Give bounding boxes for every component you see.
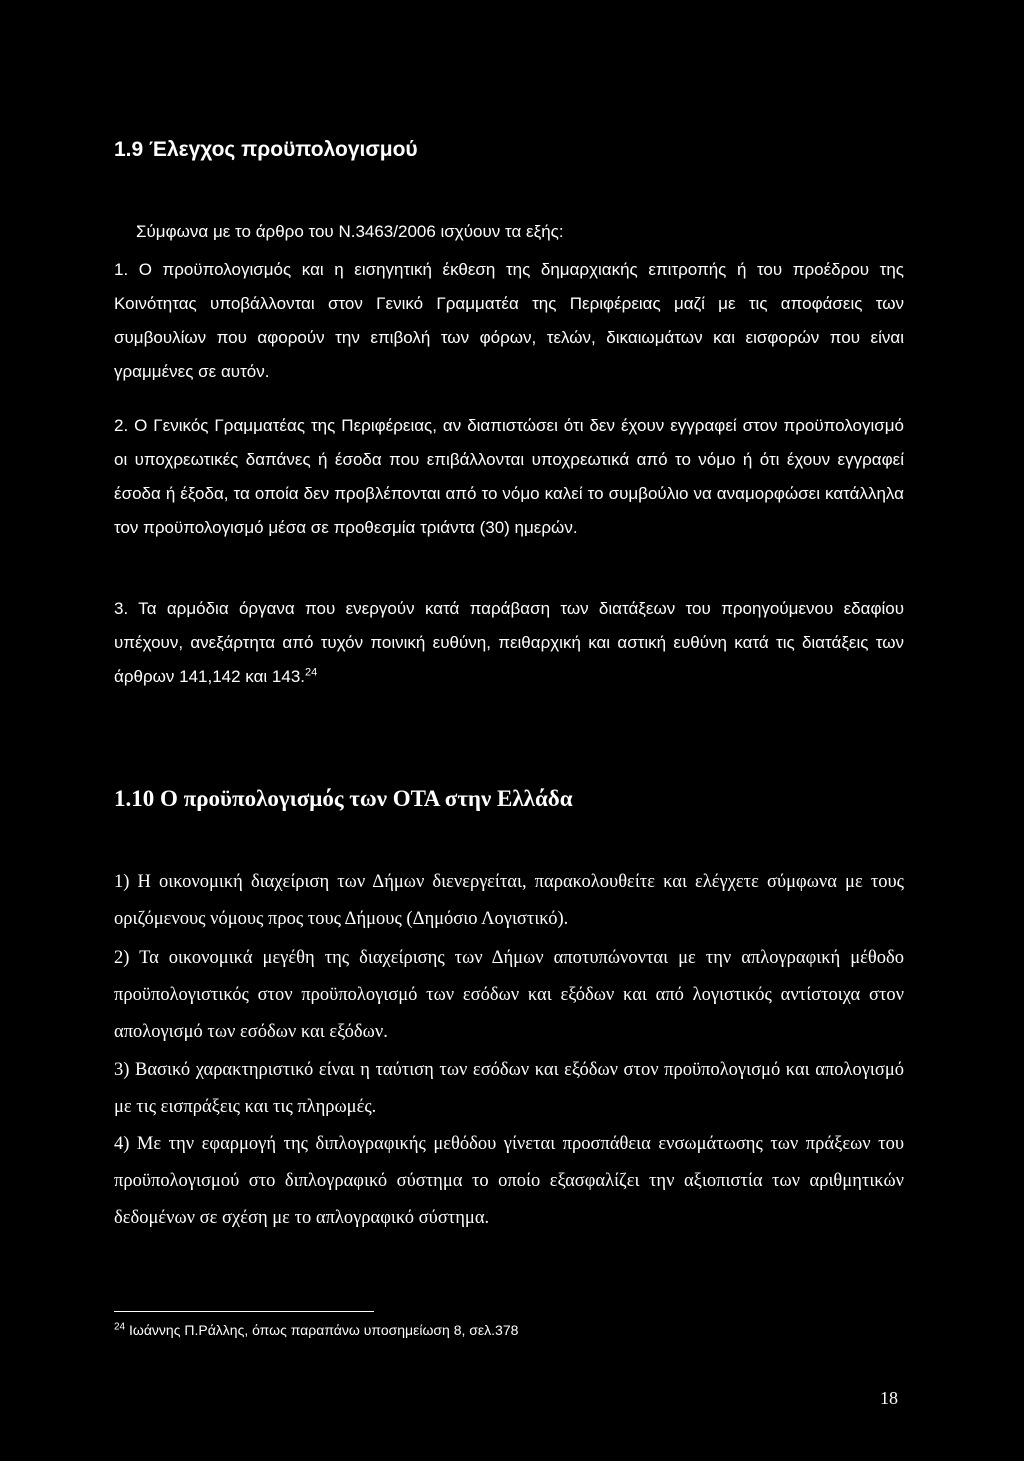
list-item-1: 1) Η οικονομική διαχείριση των Δήμων διενεργείται, παρακολουθείτε και ελέγχετε σύμφωνα με τους οριζόμενους νόμους προς τους Δήμους (Δημόσιο Λογιστικό). [114,872,904,929]
list-item-3: 3) Βασικό χαρακτηριστικό είναι η ταύτιση των εσόδων και εξόδων στον προϋπολογισμό και απολογισμό με τις εισπράξεις και τις πληρωμές. [114,1060,904,1117]
list-item-4: 4) Με την εφαρμογή της διπλογραφικής μεθόδου γίνεται προσπάθεια ενσωμάτωσης των πράξεων του προϋπολογισμού στο διπλογραφικό σύστημα το οποίο εξασφαλίζει την αξιοπιστία των αριθμητικών δεδομένων σε σχέση με το απλογραφικό σύστημα. [114,1134,904,1228]
footnote [114,1322,518,1338]
section-heading-1-10: 1.10 Ο προϋπολογισμός των ΟΤΑ στην Ελλάδα [114,786,573,811]
footnote-text: Ιωάννης Π.Ράλλης, όπως παραπάνω υποσημείωση 8, σελ.378 [129,1322,519,1338]
section-heading-1-9: 1.9 Έλεγχος προϋπολογισμού [114,138,418,161]
paragraph-2: 2. Ο Γενικός Γραμματέας της Περιφέρειας, αν διαπιστώσει ότι δεν έχουν εγγραφεί στον προϋπολογισμό οι υποχρεωτικές δαπάνες ή έσοδα που επιβάλλονται υποχρεωτικά από το νόμο ή ότι έχουν εγγραφεί έσοδα ή έξοδα, τα οποία δεν προβλέπονται από το νόμο καλεί το συμβούλιο να αναμορφώσει κατάλληλα τον προϋπολογισμό μέσα σε προθεσμία τριάντα (30) ημερών. [114,416,904,537]
page-number: 18 [880,1388,898,1408]
footnote-number: 24 [114,1321,126,1333]
intro-text: Σύμφωνα με το άρθρο του Ν.3463/2006 ισχύουν τα εξής: [136,222,564,241]
footnote-reference: 24 [305,666,318,679]
paragraph-1: 1. Ο προϋπολογισμός και η εισηγητική έκθεση της δημαρχιακής επιτροπής ή του προέδρου της Κοινότητας υποβάλλονται στον Γενικό Γραμματέα της Περιφέρειας μαζί με τις αποφάσεις των συμβουλίων που αφορούν την επιβολή των φόρων, τελών, δικαιωμάτων και εισφορών που είναι γραμμένες σε αυτόν. [114,260,904,381]
list-item-2: 2) Τα οικονομικά μεγέθη της διαχείρισης των Δήμων αποτυπώνονται με την απλογραφική μέθοδο προϋπολογιστικός στον προϋπολογισμό των εσόδων και εξόδων και από λογιστικός αντίστοιχα στον απολογισμό των εσόδων και εξόδων. [114,948,904,1042]
footnote-divider [114,1311,374,1312]
paragraph-3 [114,592,904,694]
paragraph-3-text: 3. Τα αρμόδια όργανα που ενεργούν κατά παράβαση των διατάξεων του προηγούμενου εδαφίου υπέχουν, ανεξάρτητα από τυχόν ποινική ευθύνη, πειθαρχική και αστική ευθύνη κατά τις διατάξεις των άρθρων 141,142 και 143. [114,599,904,686]
